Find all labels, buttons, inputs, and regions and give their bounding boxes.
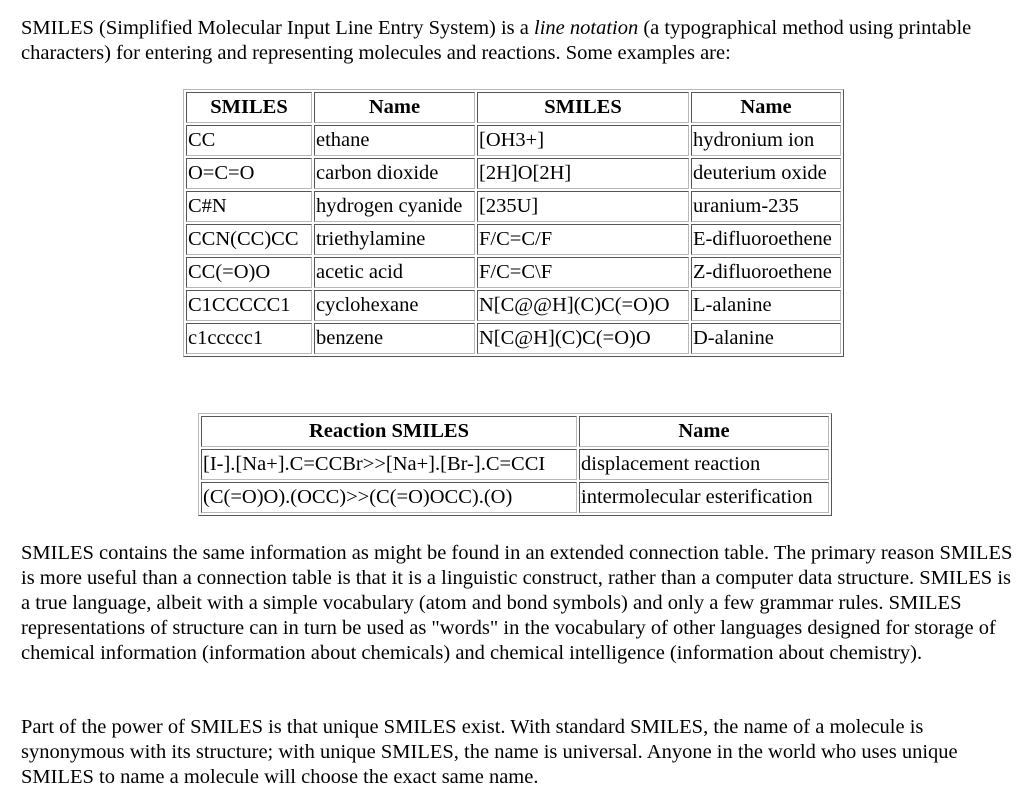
reaction-name-cell: displacement reaction [579,449,829,480]
examples-header-name-1: Name [314,92,475,123]
table-row [186,158,841,189]
smiles-cell: CCN(CC)CC [186,224,312,255]
smiles-cell: F/C=C/F [477,224,689,255]
smiles-cell: c1ccccc1 [186,323,312,354]
reactions-header-row [201,416,829,447]
name-cell: carbon dioxide [314,158,475,189]
examples-header-name-2: Name [691,92,841,123]
name-cell: hydrogen cyanide [314,191,475,222]
name-cell: L-alanine [691,290,841,321]
name-cell: uranium-235 [691,191,841,222]
reactions-header-name: Name [579,416,829,447]
smiles-cell: C#N [186,191,312,222]
smiles-cell: CC [186,125,312,156]
name-cell: deuterium oxide [691,158,841,189]
reaction-smiles-table [198,413,832,516]
smiles-cell: F/C=C\F [477,257,689,288]
smiles-cell: C1CCCCC1 [186,290,312,321]
connection-table-paragraph: SMILES contains the same information as might be found in an extended connection table. The primary reason SMILES is more useful than a connection table is that it is a linguistic construct, rather than a computer data structure. SMILES is a true language, albeit with a simple vocabulary (atom and bond symbols) and only a few grammar rules. SMILES representations of structure can in turn be used as "words" in the vocabulary of other languages designed for storage of chemical information (information about chemicals) and chemical intelligence (information about chemistry). [21,542,1013,664]
table-row [186,257,841,288]
examples-header-row [186,92,841,123]
smiles-cell: [OH3+] [477,125,689,156]
smiles-cell: [2H]O[2H] [477,158,689,189]
name-cell: E-difluoroethene [691,224,841,255]
smiles-cell: [235U] [477,191,689,222]
name-cell: acetic acid [314,257,475,288]
smiles-cell: O=C=O [186,158,312,189]
table-row [186,191,841,222]
name-cell: Z-difluoroethene [691,257,841,288]
name-cell: hydronium ion [691,125,841,156]
reactions-header-smiles: Reaction SMILES [201,416,577,447]
name-cell: triethylamine [314,224,475,255]
examples-header-smiles-1: SMILES [186,92,312,123]
smiles-cell: CC(=O)O [186,257,312,288]
smiles-cell: N[C@H](C)C(=O)O [477,323,689,354]
intro-emphasis: line notation [534,17,639,39]
smiles-cell: N[C@@H](C)C(=O)O [477,290,689,321]
name-cell: D-alanine [691,323,841,354]
unique-smiles-paragraph: Part of the power of SMILES is that unique SMILES exist. With standard SMILES, the name of a molecule is synonymous with its structure; with unique SMILES, the name is universal. Anyone in the world who uses unique SMILES to name a molecule will choose the exact same name. [21,716,958,788]
smiles-examples-table [183,89,844,357]
table-row [201,449,829,480]
reaction-smiles-cell: (C(=O)O).(OCC)>>(C(=O)OCC).(O) [201,482,577,513]
table-row [186,290,841,321]
reaction-name-cell: intermolecular esterification [579,482,829,513]
intro-paragraph [21,16,1021,66]
intro-text-start: SMILES (Simplified Molecular Input Line Entry System) is a [21,17,535,39]
name-cell: ethane [314,125,475,156]
intro-text-end: (a typographical method using printable characters) for entering and representing molecules and reactions. Some examples are: [21,17,972,64]
examples-header-smiles-2: SMILES [477,92,689,123]
table-row [186,323,841,354]
table-row [201,482,829,513]
name-cell: cyclohexane [314,290,475,321]
table-row [186,224,841,255]
table-row [186,125,841,156]
reaction-smiles-cell: [I-].[Na+].C=CCBr>>[Na+].[Br-].C=CCI [201,449,577,480]
name-cell: benzene [314,323,475,354]
